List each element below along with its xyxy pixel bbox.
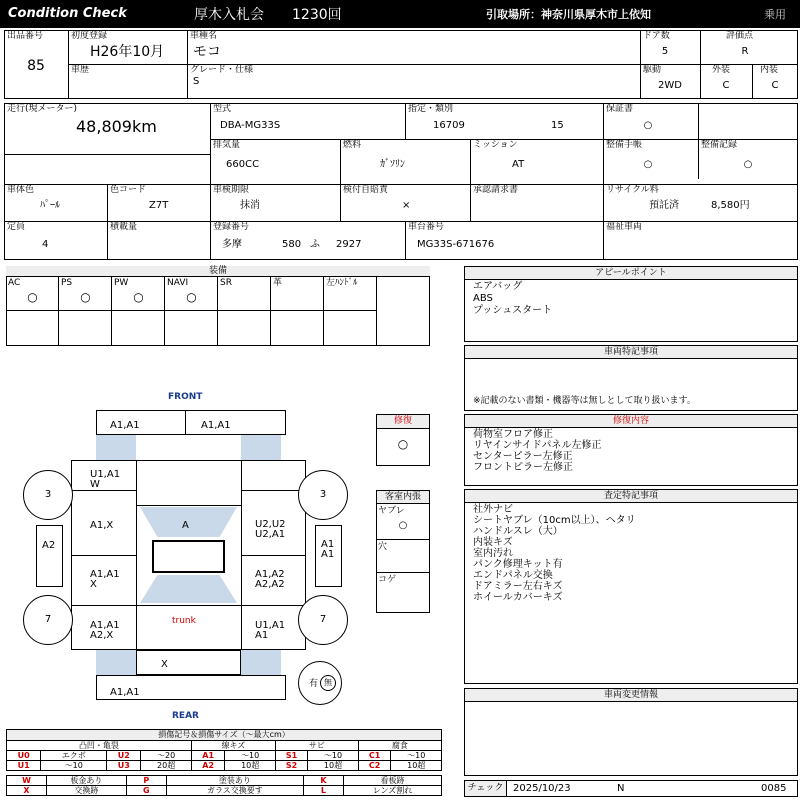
manual-cell — [603, 139, 698, 184]
exterior-value: C — [722, 80, 730, 91]
spare-label: 有 — [309, 679, 319, 689]
exterior-label: 外装 — [712, 65, 731, 75]
equipment-item — [165, 277, 218, 311]
displacement-cell — [210, 139, 340, 184]
right-side-damage: A1 A1 — [321, 539, 335, 560]
mileage-value: 48,809km — [76, 117, 157, 136]
plate-number: 2927 — [336, 239, 362, 250]
spare-mark: 無 — [320, 675, 336, 691]
warranty-cell — [603, 103, 698, 139]
records-cell — [698, 139, 798, 184]
left-rear-door-damage: A1,A1 X — [90, 569, 120, 590]
equipment-item-value: ○ — [186, 290, 197, 304]
legend-mark-desc: 板金あり — [47, 776, 127, 786]
legend-code: A2 — [191, 761, 225, 771]
color-code-value: Z7T — [149, 200, 169, 211]
legend-mark-desc: レンズ割れ — [343, 786, 441, 796]
interior-value: C — [771, 80, 779, 91]
inspection-value: 抹消 — [240, 200, 260, 211]
legend-mark-code: W — [7, 776, 47, 786]
equipment-blank-cell — [6, 311, 59, 346]
doors-cell — [640, 30, 700, 64]
chassis-value: MG33S-671676 — [417, 239, 495, 250]
legend-code: C1 — [358, 751, 391, 761]
legend-desc: 〜10 — [225, 751, 275, 761]
tire-front-right: 3 — [298, 470, 348, 520]
appeal-title: アピールポイント — [465, 267, 797, 280]
trunk-lid-damage: X — [161, 659, 168, 670]
manual-value: ○ — [643, 159, 653, 170]
car-damage-diagram — [10, 385, 372, 725]
hood-damage: A — [182, 520, 189, 531]
legend-mark-code: K — [303, 776, 343, 786]
legend-desc: 20超 — [141, 761, 191, 771]
legend-group: 線キズ — [191, 741, 275, 751]
lot-label: 出品番号 — [7, 31, 44, 41]
rear-bumper-damage: A1,A1 — [110, 687, 140, 698]
change-title: 車両変更情報 — [465, 689, 797, 702]
left-side-panel — [36, 525, 63, 587]
auction-round: 1230回 — [292, 7, 342, 23]
legend-mark-code: L — [303, 786, 343, 796]
pickup-location: 引取場所：神奈川県厚木市上依知 — [486, 8, 651, 21]
interior-label: 内装 — [760, 65, 779, 75]
equipment-blank-cell — [59, 311, 112, 346]
doors-value: 5 — [661, 46, 669, 57]
special-notes-panel — [464, 345, 798, 411]
legend-desc: 10超 — [391, 761, 442, 771]
drive-cell — [640, 64, 700, 99]
doc-title: Condition Check — [8, 6, 127, 21]
roof-panel — [152, 540, 225, 573]
equipment-blank-cell — [218, 311, 271, 346]
equipment-item-value: ○ — [80, 290, 91, 304]
legend-code: U0 — [7, 751, 41, 761]
doors-label: ドア数 — [643, 31, 670, 41]
repair-detail-text: 荷物室フロア修正 リヤインサイドパネル左修正 センターピラー左修正 フロントピラー左修正 — [473, 429, 602, 473]
color-code-label: 色コード — [110, 185, 147, 195]
equipment-blank-cell — [271, 311, 324, 346]
load-label: 積載量 — [110, 222, 138, 232]
check-code: 0085 — [761, 783, 787, 794]
equipment-item — [271, 277, 324, 311]
car-name-cell — [187, 30, 640, 64]
equipment-item-label: SR — [220, 278, 232, 288]
grade-spec-label: グレード・仕様 — [190, 65, 254, 75]
legend-desc: 〜10 — [308, 751, 358, 761]
history-label: 車歴 — [71, 65, 90, 75]
recycle-cell — [603, 184, 798, 221]
equipment-blank-cell — [324, 311, 377, 346]
legend-mark-table — [6, 775, 442, 796]
lot-number-cell — [4, 30, 68, 99]
displacement-value: 660CC — [226, 159, 260, 170]
manual-label: 整備手帳 — [606, 140, 643, 150]
equipment-item-label: 左ﾊﾝﾄﾞﾙ — [326, 278, 358, 288]
legend-group: 凸凹・亀裂 — [7, 741, 192, 751]
designation-value: 16709 — [433, 120, 465, 131]
mileage-label: 走行(現メーター) — [7, 104, 78, 114]
check-bar — [464, 780, 798, 797]
recycle-fee: 8,580円 — [711, 200, 750, 211]
records-value: ○ — [743, 159, 753, 170]
equipment-item — [112, 277, 165, 311]
plate-label: 登録番号 — [213, 222, 250, 232]
drive-label: 駆動 — [643, 65, 662, 75]
chassis-cell — [405, 221, 603, 260]
legend-mark-desc: 交換跡 — [47, 786, 127, 796]
auction-name: 厚木入札会 — [194, 7, 264, 23]
drive-value: 2WD — [658, 80, 682, 91]
equipment-item — [6, 277, 59, 311]
check-date: 2025/10/23 — [513, 783, 571, 794]
legend-desc: 〜10 — [391, 751, 442, 761]
legend-code: C2 — [358, 761, 391, 771]
cabin-burn-label: コゲ — [378, 575, 397, 585]
equipment-item-label: PW — [114, 278, 129, 288]
equipment-row — [6, 277, 430, 346]
trunk-label: trunk — [172, 616, 196, 626]
chassis-label: 車台番号 — [408, 222, 445, 232]
legend-desc: 10超 — [225, 761, 275, 771]
legend-damage-table — [6, 740, 442, 771]
body-color-value: ﾊﾟｰﾙ — [40, 200, 60, 211]
recycle-status: 預託済 — [649, 200, 679, 211]
special-title: 車両特記事項 — [465, 346, 797, 359]
fuel-label: 燃料 — [343, 140, 362, 150]
model-label: 型式 — [213, 104, 232, 114]
grade-score-label: 評価点 — [726, 31, 754, 41]
front-bumper-left-damage: A1,A1 — [110, 420, 140, 431]
equipment-item-label: 革 — [273, 278, 283, 288]
trunk-lid — [136, 650, 241, 675]
approval-cell — [470, 184, 603, 221]
legend-mark-desc: ガラス交換要す — [166, 786, 303, 796]
load-cell — [107, 221, 210, 260]
inspection-cell — [210, 184, 340, 221]
model-cell — [210, 103, 405, 139]
tire-front-left: 3 — [23, 470, 73, 520]
left-quarter-damage: A1,A1 A2,X — [90, 620, 120, 641]
plate-kana: ふ — [310, 239, 320, 250]
legend-mark-desc: 看板跡 — [343, 776, 441, 786]
capacity-label: 定員 — [7, 222, 26, 232]
left-front-door-damage: A1,X — [90, 520, 114, 531]
cabin-hole-label: 穴 — [378, 542, 388, 552]
first-reg-value: H26年10月 — [90, 44, 165, 60]
legend-group: 腐食 — [358, 741, 441, 751]
usage-type: 乗用 — [764, 8, 786, 21]
equipment-item-value: ○ — [133, 290, 144, 304]
lot-number: 85 — [27, 58, 45, 74]
auto-insurance-value: × — [402, 200, 411, 211]
tire-rear-right: 7 — [298, 595, 348, 645]
equipment-item — [324, 277, 377, 311]
mission-value: AT — [512, 159, 525, 170]
first-reg-label: 初度登録 — [71, 31, 108, 41]
equipment-item-label: AC — [8, 278, 21, 288]
plate-area: 多摩 — [222, 239, 242, 250]
repair-detail-title: 修復内容 — [465, 415, 797, 428]
legend-code: U1 — [7, 761, 41, 771]
left-side-damage: A2 — [42, 540, 56, 551]
legend-mark-code: X — [7, 786, 47, 796]
legend-code: U2 — [107, 751, 141, 761]
equipment-item-label: NAVI — [167, 278, 189, 288]
warranty-value: ○ — [643, 120, 653, 131]
color-code-cell — [107, 184, 210, 221]
car-name-label: 車種名 — [190, 31, 218, 41]
auto-insurance-label: 検付自賠責 — [343, 185, 389, 195]
recycle-label: リサイクル料 — [606, 185, 659, 195]
assessment-title: 査定特記事項 — [465, 490, 797, 503]
repair-value: ○ — [397, 437, 409, 451]
legend-code: S2 — [275, 761, 307, 771]
rear-label: REAR — [172, 711, 199, 721]
cabin-tear-label: ヤブレ — [378, 506, 405, 516]
front-bumper-right-damage: A1,A1 — [201, 420, 231, 431]
appeal-points-panel — [464, 266, 798, 342]
legend-group: サビ — [275, 741, 358, 751]
check-label: チェック — [465, 781, 507, 796]
spare-tire — [298, 661, 342, 705]
assessment-notes-panel — [464, 489, 798, 684]
legend-code: S1 — [275, 751, 307, 761]
warranty-label: 保証書 — [606, 104, 634, 114]
body-color-cell — [4, 184, 107, 221]
category-value: 15 — [551, 120, 564, 131]
assessment-text: 社外ナビ シートヤブレ（10cm以上）、ヘタリ ハンドルスレ（大） 内装キズ 室内汚れ パンク修理キット有 エンドパネル交換 ドアミラー左右キズ ホイールカバーキズ — [473, 504, 636, 603]
auto-insurance-cell — [340, 184, 470, 221]
history-cell — [68, 64, 187, 99]
equipment-item-label: PS — [61, 278, 73, 288]
grade-score-value: R — [741, 46, 749, 57]
equipment-title: 装備 — [6, 266, 430, 277]
grade-spec-value: S — [193, 76, 200, 87]
exterior-cell — [700, 64, 752, 99]
repair-detail-panel — [464, 414, 798, 486]
model-value: DBA-MG33S — [220, 120, 281, 131]
mileage-cell — [4, 103, 210, 154]
capacity-value: 4 — [42, 239, 49, 250]
welfare-label: 福祉車両 — [606, 222, 643, 232]
front-label: FRONT — [168, 392, 203, 402]
check-mark: N — [617, 783, 625, 794]
grade-spec-cell — [187, 64, 640, 99]
plate-class: 580 — [282, 239, 302, 250]
appeal-text: エアバッグ ABS プッシュスタート — [473, 281, 553, 316]
legend-desc: 10超 — [308, 761, 358, 771]
tire-rear-left: 7 — [23, 595, 73, 645]
legend-mark-code: G — [126, 786, 166, 796]
body-color-label: 車体色 — [7, 185, 35, 195]
vehicle-change-panel — [464, 688, 798, 776]
cabin-tear-value: ○ — [398, 520, 408, 531]
equipment-item — [59, 277, 112, 311]
fuel-cell — [340, 139, 470, 184]
cabin-interior-box — [376, 490, 430, 613]
legend-desc: エクボ — [41, 751, 107, 761]
header-bar — [0, 0, 800, 28]
legend-mark-code: P — [126, 776, 166, 786]
repair-label: 修復 — [377, 415, 429, 429]
displacement-label: 排気量 — [213, 140, 241, 150]
welfare-cell — [603, 221, 798, 260]
right-rear-door-damage: A1,A2 A2,A2 — [255, 569, 285, 590]
car-name-value: モコ — [193, 44, 221, 60]
equipment-item-value: ○ — [27, 290, 38, 304]
plate-cell — [210, 221, 405, 260]
right-quarter-damage: U1,A1 A1 — [255, 620, 286, 641]
grade-score-cell — [700, 30, 798, 64]
capacity-cell — [4, 221, 107, 260]
legend-desc: 〜10 — [41, 761, 107, 771]
legend-mark-desc: 塗装あり — [166, 776, 303, 786]
interior-cell — [752, 64, 798, 99]
equipment-blank-cell — [112, 311, 165, 346]
equipment-blank-cell — [165, 311, 218, 346]
records-label: 整備記録 — [701, 140, 738, 150]
left-fender-damage: U1,A1 W — [90, 469, 121, 490]
cabin-title: 客室内張 — [377, 491, 429, 504]
inspection-label: 車検期限 — [213, 185, 250, 195]
legend-desc: 〜20 — [141, 751, 191, 761]
mission-cell — [470, 139, 603, 184]
fuel-value: ｶﾞｿﾘﾝ — [380, 159, 405, 170]
damage-legend — [6, 729, 442, 796]
special-note: ※記載のない書類・機器等は無しとして取り扱います。 — [473, 396, 696, 406]
repair-box — [376, 414, 430, 466]
designation-label: 指定・類別 — [408, 104, 454, 114]
right-front-door-damage: U2,U2 U2,A1 — [255, 519, 286, 540]
first-registration-cell — [68, 30, 187, 64]
legend-code: U3 — [107, 761, 141, 771]
mission-label: ミッション — [473, 140, 518, 150]
designation-cell — [405, 103, 603, 139]
approval-label: 承認請求書 — [473, 185, 519, 195]
equipment-item — [218, 277, 271, 311]
legend-code: A1 — [191, 751, 225, 761]
legend-title: 損傷記号＆損傷サイズ（〜最大cm） — [6, 729, 442, 740]
